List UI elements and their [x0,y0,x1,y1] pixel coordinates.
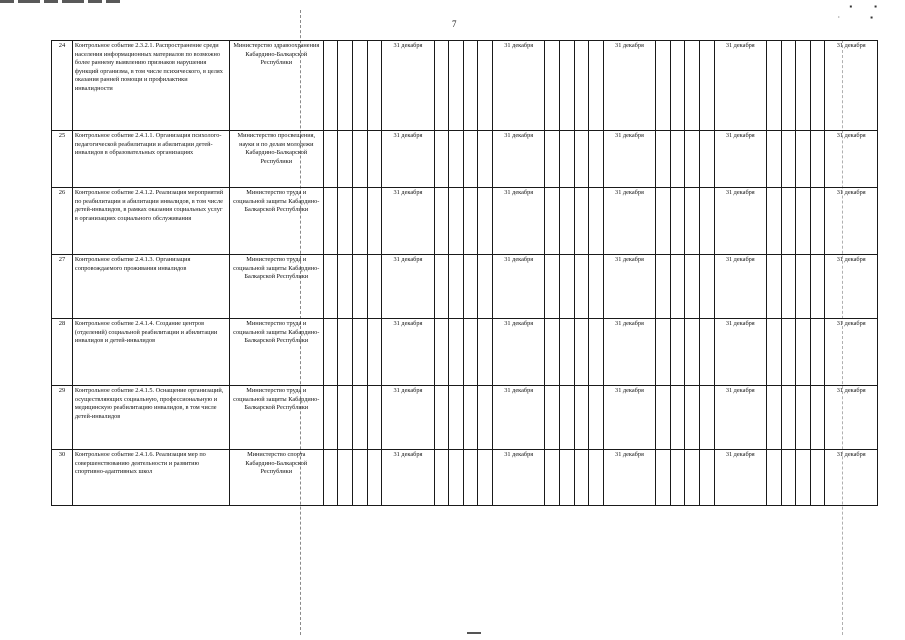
empty-cell [656,188,671,255]
empty-cell [685,386,700,450]
empty-cell [434,255,449,319]
empty-cell [449,450,464,506]
empty-cell [559,131,574,188]
empty-cell [685,255,700,319]
empty-cell [559,255,574,319]
empty-cell [656,319,671,386]
empty-cell [545,450,560,506]
deadline-date: 31 декабря [493,131,545,188]
deadline-date: 31 декабря [603,188,655,255]
deadline-date: 31 декабря [714,131,766,188]
table-row [52,450,878,506]
empty-cell [449,386,464,450]
empty-cell [766,450,781,506]
row-number: 26 [52,188,73,255]
deadline-date: 31 декабря [493,41,545,131]
empty-cell [559,319,574,386]
empty-cell [766,386,781,450]
deadline-date: 31 декабря [382,386,434,450]
empty-cell [656,450,671,506]
deadline-date: 31 декабря [825,450,878,506]
empty-cell [670,450,685,506]
empty-cell [323,41,338,131]
responsible-body: Министерство просвещения, науки и по делам молодежи Кабардино-Балкарской Республики [229,131,323,188]
empty-cell [685,450,700,506]
empty-cell [434,188,449,255]
empty-cell [434,131,449,188]
deadline-date: 31 декабря [493,450,545,506]
empty-cell [685,188,700,255]
empty-cell [766,41,781,131]
deadline-date: 31 декабря [714,188,766,255]
empty-cell [810,41,825,131]
empty-cell [574,41,589,131]
table-row [52,255,878,319]
empty-cell [338,386,353,450]
empty-cell [367,255,382,319]
empty-cell [589,386,604,450]
responsible-body: Министерство труда и социальной защиты Кабардино-Балкарской Республики [229,386,323,450]
empty-cell [559,450,574,506]
empty-cell [574,319,589,386]
deadline-date: 31 декабря [825,255,878,319]
empty-cell [700,450,715,506]
empty-cell [434,41,449,131]
responsible-body: Министерство здравоохранения Кабардино-Балкарской Республики [229,41,323,131]
empty-cell [670,41,685,131]
empty-cell [545,41,560,131]
empty-cell [810,386,825,450]
empty-cell [338,188,353,255]
empty-cell [353,188,368,255]
empty-cell [766,319,781,386]
control-event-text: Контрольное событие 2.4.1.4. Создание центров (отделений) социальной реабилитации и абилитации инвалидов и детей-инвалидов [72,319,229,386]
empty-cell [810,319,825,386]
empty-cell [574,255,589,319]
scan-artifact-bottom [467,632,481,634]
empty-cell [478,386,493,450]
empty-cell [545,255,560,319]
row-number: 28 [52,319,73,386]
scan-artifact-dots: ▪ ▪ [849,2,887,11]
empty-cell [700,386,715,450]
empty-cell [781,41,796,131]
empty-cell [796,319,811,386]
deadline-date: 31 декабря [382,319,434,386]
table-row [52,188,878,255]
empty-cell [367,131,382,188]
empty-cell [449,41,464,131]
empty-cell [545,386,560,450]
row-number: 24 [52,41,73,131]
empty-cell [367,188,382,255]
empty-cell [323,188,338,255]
responsible-body: Министерство труда и социальной защиты Кабардино-Балкарской Республики [229,188,323,255]
empty-cell [574,131,589,188]
empty-cell [338,255,353,319]
empty-cell [574,386,589,450]
empty-cell [478,131,493,188]
deadline-date: 31 декабря [714,386,766,450]
empty-cell [478,255,493,319]
empty-cell [685,131,700,188]
empty-cell [700,41,715,131]
empty-cell [781,131,796,188]
empty-cell [545,188,560,255]
empty-cell [367,386,382,450]
empty-cell [781,319,796,386]
empty-cell [781,188,796,255]
empty-cell [545,319,560,386]
empty-cell [478,450,493,506]
deadline-date: 31 декабря [825,41,878,131]
scan-artifact-top-left [0,0,120,3]
empty-cell [353,319,368,386]
deadline-date: 31 декабря [603,319,655,386]
empty-cell [323,450,338,506]
empty-cell [670,188,685,255]
empty-cell [434,450,449,506]
empty-cell [685,41,700,131]
empty-cell [449,188,464,255]
deadline-date: 31 декабря [603,450,655,506]
empty-cell [589,450,604,506]
deadline-date: 31 декабря [493,188,545,255]
deadline-date: 31 декабря [603,41,655,131]
empty-cell [463,319,478,386]
empty-cell [463,131,478,188]
empty-cell [478,41,493,131]
deadline-date: 31 декабря [382,131,434,188]
empty-cell [338,450,353,506]
empty-cell [810,188,825,255]
empty-cell [700,255,715,319]
empty-cell [656,255,671,319]
deadline-date: 31 декабря [493,255,545,319]
empty-cell [545,131,560,188]
empty-cell [353,41,368,131]
empty-cell [434,386,449,450]
empty-cell [781,450,796,506]
control-events-table [51,40,878,506]
deadline-date: 31 декабря [714,450,766,506]
deadline-date: 31 декабря [603,386,655,450]
deadline-date: 31 декабря [603,131,655,188]
empty-cell [449,131,464,188]
empty-cell [463,386,478,450]
empty-cell [449,255,464,319]
empty-cell [463,41,478,131]
empty-cell [810,131,825,188]
empty-cell [367,319,382,386]
deadline-date: 31 декабря [714,255,766,319]
empty-cell [700,131,715,188]
deadline-date: 31 декабря [382,450,434,506]
deadline-date: 31 декабря [714,319,766,386]
control-event-text: Контрольное событие 2.4.1.6. Реализация мер по совершенствованию деятельности и развитию спортивно-адаптивных школ [72,450,229,506]
empty-cell [574,188,589,255]
empty-cell [463,188,478,255]
empty-cell [589,131,604,188]
empty-cell [574,450,589,506]
empty-cell [670,255,685,319]
control-event-text: Контрольное событие 2.3.2.1. Распространение среди населения информационных материалов по возможно более раннему выявлению признаков нарушения функций организма, в том числе психического, в целях оказания ранней помощи и профилактики инвалидности [72,41,229,131]
table-row [52,131,878,188]
deadline-date: 31 декабря [714,41,766,131]
responsible-body: Министерство спорта Кабардино-Балкарской Республики [229,450,323,506]
empty-cell [353,131,368,188]
empty-cell [323,386,338,450]
empty-cell [559,41,574,131]
control-event-text: Контрольное событие 2.4.1.5. Оснащение организаций, осуществляющих социальную, профессиональную и медицинскую реабилитацию инвалидов, в том числе детей-инвалидов [72,386,229,450]
page-number: 7 [452,19,457,29]
row-number: 29 [52,386,73,450]
row-number: 30 [52,450,73,506]
deadline-date: 31 декабря [825,386,878,450]
empty-cell [478,188,493,255]
empty-cell [700,319,715,386]
empty-cell [685,319,700,386]
row-number: 27 [52,255,73,319]
empty-cell [700,188,715,255]
deadline-date: 31 декабря [825,188,878,255]
empty-cell [449,319,464,386]
empty-cell [810,255,825,319]
empty-cell [323,131,338,188]
empty-cell [766,188,781,255]
empty-cell [478,319,493,386]
empty-cell [589,319,604,386]
empty-cell [367,450,382,506]
empty-cell [796,188,811,255]
deadline-date: 31 декабря [382,188,434,255]
empty-cell [796,41,811,131]
empty-cell [559,188,574,255]
empty-cell [338,41,353,131]
empty-cell [796,386,811,450]
control-event-text: Контрольное событие 2.4.1.3. Организация сопровождаемого проживания инвалидов [72,255,229,319]
empty-cell [656,386,671,450]
deadline-date: 31 декабря [493,319,545,386]
row-number: 25 [52,131,73,188]
empty-cell [670,131,685,188]
empty-cell [589,255,604,319]
empty-cell [656,131,671,188]
empty-cell [463,255,478,319]
deadline-date: 31 декабря [825,131,878,188]
empty-cell [796,255,811,319]
control-event-text: Контрольное событие 2.4.1.2. Реализация мероприятий по реабилитации и абилитации инвалидов, в том числе детей-инвалидов, в рамках оказания социальных услуг в организациях социального обслуживания [72,188,229,255]
empty-cell [434,319,449,386]
empty-cell [810,450,825,506]
empty-cell [796,450,811,506]
responsible-body: Министерство труда и социальной защиты Кабардино-Балкарской Республики [229,255,323,319]
control-event-text: Контрольное событие 2.4.1.1. Организация психолого-педагогической реабилитации и абилитации детей-инвалидов в образовательных организациях [72,131,229,188]
scan-artifact-dots-2: · ▪ [837,13,887,22]
responsible-body: Министерство труда и социальной защиты Кабардино-Балкарской Республики [229,319,323,386]
deadline-date: 31 декабря [382,41,434,131]
empty-cell [559,386,574,450]
empty-cell [589,41,604,131]
deadline-date: 31 декабря [493,386,545,450]
empty-cell [353,450,368,506]
empty-cell [323,255,338,319]
empty-cell [670,386,685,450]
empty-cell [781,255,796,319]
table-row [52,386,878,450]
empty-cell [353,386,368,450]
empty-cell [766,255,781,319]
empty-cell [796,131,811,188]
empty-cell [656,41,671,131]
empty-cell [338,131,353,188]
empty-cell [338,319,353,386]
table-row [52,319,878,386]
deadline-date: 31 декабря [825,319,878,386]
empty-cell [353,255,368,319]
empty-cell [589,188,604,255]
empty-cell [781,386,796,450]
empty-cell [367,41,382,131]
table-row [52,41,878,131]
empty-cell [463,450,478,506]
empty-cell [323,319,338,386]
deadline-date: 31 декабря [382,255,434,319]
empty-cell [766,131,781,188]
table-body [52,41,878,506]
deadline-date: 31 декабря [603,255,655,319]
empty-cell [670,319,685,386]
